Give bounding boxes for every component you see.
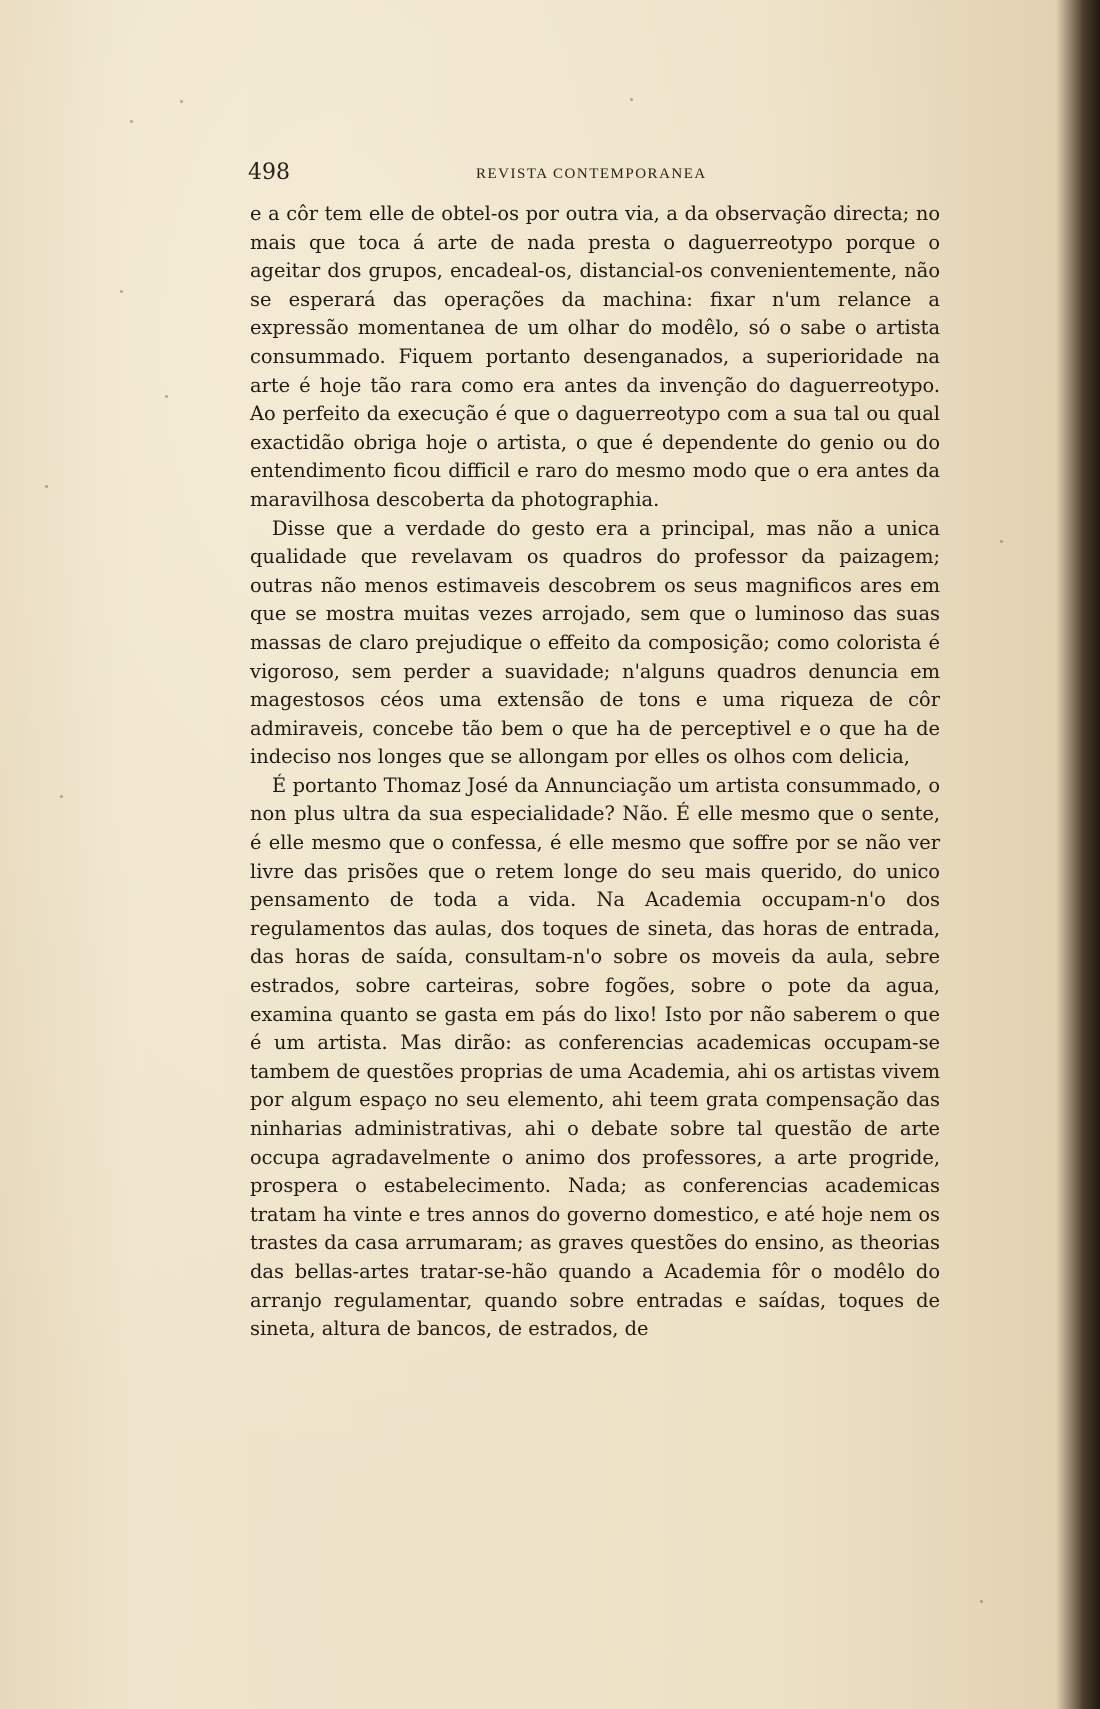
page-number: 498 <box>248 160 290 185</box>
paragraph-continuation: e a côr tem elle de obtel-os por outra via, a da observação directa; no mais que toca á arte de nada presta o daguerreotypo porque o ageitar dos grupos, encadeal-os, distancial-os convenientemente, não se esperará das operações da machina: fixar n'um relance a expressão momentanea de um olhar do modêlo, só o sabe o artista consummado. Fiquem portanto desenganados, a superioridade na arte é hoje tão rara como era antes da invenção do daguerreotypo. Ao perfeito da execução é que o daguerreotypo com a sua tal ou qual exactidão obriga hoje o artista, o que é dependente do genio ou do entendimento ficou difficil e raro do mesmo modo que o era antes da maravilhosa descoberta da photographia. <box>250 202 940 511</box>
paragraph-academia: É portanto Thomaz José da Annunciação um artista consummado, o non plus ultra da sua especialidade? Não. É elle mesmo que o sente, é elle mesmo que o confessa, é elle mesmo que soffre por se não ver livre das prisões que o retem longe do seu mais querido, do unico pensamento de toda a vida. Na Academia occupam-n'o dos regulamentos das aulas, dos toques de sineta, das horas de entrada, das horas de saída, consultam-n'o sobre os moveis da aula, sebre estrados, sobre carteiras, sobre fogões, sobre o pote da agua, examina quanto se gasta em pás do lixo! Isto por não saberem o que é um artista. Mas dirão: as conferencias academicas occupam-se tambem de questões proprias de uma Academia, ahi os artistas vivem por algum espaço no seu elemento, ahi teem grata compensação das ninharias administrativas, ahi o debate sobre tal questão de arte occupa agradavelmente o animo dos professores, a arte progride, prospera o estabelecimento. Nada; as conferencias academicas tratam ha vinte e tres annos do governo domestico, e até hoje nem os trastes da casa arrumaram; as graves questões do ensino, as theorias das bellas-artes tratar-se-hão quando a Academia fôr o modêlo do arranjo regulamentar, quando sobre entradas e saídas, toques de sineta, altura de bancos, de estrados, de <box>250 773 940 1341</box>
paragraph-gesture: Disse que a verdade do gesto era a principal, mas não a unica qualidade que revelavam os quadros do professor da paizagem; outras não menos estimaveis descobrem os seus magnificos ares em que se mostra muitas vezes arrojado, sem que o luminoso das suas massas de claro prejudique o effeito da composição; como colorista é vigoroso, sem perder a suavidade; n'alguns quadros denuncia em magestosos céos uma extensão de tons e uma riqueza de côr admiraveis, concebe tão bem o que ha de perceptivel e o que ha de indeciso nos longes que se allongam por elles os olhos com delicia, <box>250 516 940 769</box>
page-header <box>248 160 936 190</box>
body-text <box>250 200 940 1344</box>
running-title: REVISTA CONTEMPORANEA <box>476 166 707 182</box>
